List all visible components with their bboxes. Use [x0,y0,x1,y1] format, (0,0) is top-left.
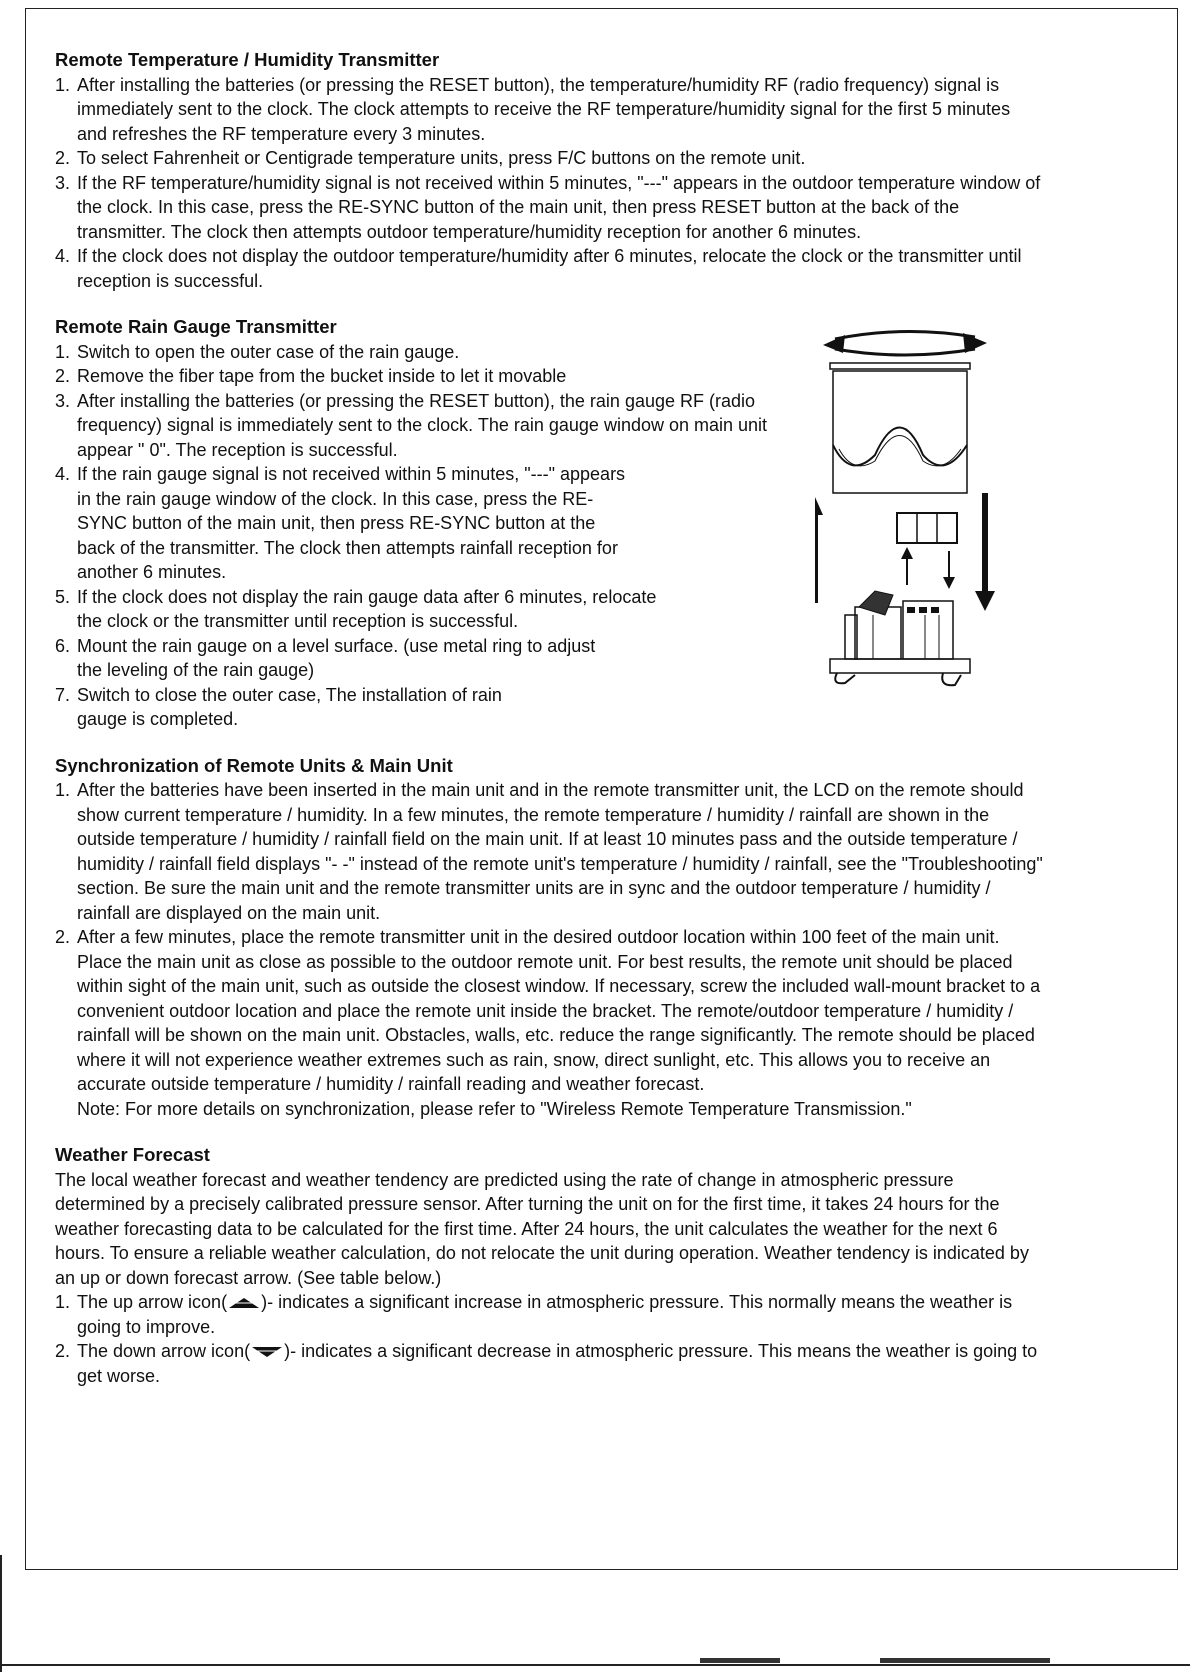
list-item: 6. Mount the rain gauge on a level surface. (use metal ring to adjust the leveling of the rain gauge) [55,635,596,680]
instruction-list [55,1290,1045,1388]
rotate-arrows-icon [823,331,987,355]
instruction-list [55,73,1045,294]
list-item: 2. Remove the fiber tape from the bucket inside to let it movable [55,366,567,386]
left-crop-line [0,1555,2,1672]
list-item: 7. Switch to close the outer case, The installation of rain gauge is completed. [55,684,502,729]
section-title: Remote Temperature / Humidity Transmitter [55,49,440,70]
section-title: Remote Rain Gauge Transmitter [55,316,337,337]
gauge-base-icon [830,591,970,685]
list-item: 4. If the clock does not display the outdoor temperature/humidity after 6 minutes, relocate the clock or the transmitter until reception is successful. [55,246,1022,291]
list-item: 1. Switch to open the outer case of the rain gauge. [55,341,460,362]
down-arrow-icon [975,493,995,611]
list-item: 4. If the rain gauge signal is not received within 5 minutes, "---" appears in the rain gauge window of the clock. In this case, press the RE-SYNC button of the main unit, then press RE-SYNC button at the back of the transmitter. The clock then attempts rainfall reception for another 6 minutes. [55,464,626,582]
forecast-intro: The local weather forecast and weather tendency are predicted using the rate of change in atmospheric pressure determined by a precisely calibrated pressure sensor. After turning the unit on for the first time, it takes 24 hours for the weather forecasting data to be calculated for the first time. After 24 hours, the unit calculates the weather for the next 6 hours. To ensure a reliable weather calculation, do not relocate the unit during operation. Weather tendency is indicated by an up or down forecast arrow. (See table below.) [55,1169,1029,1288]
down-arrow-icon [250,1345,284,1359]
list-item: 3. After installing the batteries (or pressing the RESET button), the rain gauge RF (radio frequency) signal is immediately sent to the clock. The rain gauge window on main unit appear " 0". The reception is successful. [55,390,768,460]
sync-note: Note: For more details on synchronization, please refer to "Wireless Remote Temperature Transmission." [77,1098,912,1119]
section-rain-gauge [55,315,1045,732]
list-item: 5. If the clock does not display the rain gauge data after 6 minutes, relocate the clock or the transmitter until reception is successful. [55,586,657,631]
gauge-cover-icon [830,363,970,493]
section-temp-humidity [55,48,1045,293]
tipping-bucket-icon [897,513,957,589]
list-item: 2. After a few minutes, place the remote transmitter unit in the desired outdoor location within 100 feet of the main unit. Place the main unit as close as possible to the outdoor remote unit. For best results, the remote unit should be placed within sight of the main unit, such as outside the closest window. If necessary, screw the included wall-mount bracket to a convenient outdoor location and place the remote unit inside the bracket. The remote/outdoor temperature / humidity / rainfall will be shown on the main unit. Obstacles, walls, etc. reduce the range significantly. The remote should be placed where it will not experience weather extremes such as rain, snow, direct sunlight, etc. This allows you to receive an accurate outside temperature / humidity / rainfall reading and weather forecast. Note: For more details on synchronization, please refer to "Wireless Remote Temperature Transmission." [55,927,1041,1119]
document-body [55,48,1045,1410]
list-item: 2. To select Fahrenheit or Centigrade temperature units, press F/C buttons on the remote unit. [55,148,806,168]
scan-artifact [880,1658,1050,1663]
list-item: 2. The down arrow icon( )- indicates a significant decrease in atmospheric pressure. This means the weather is going to get worse. [55,1341,1038,1386]
section-title: Synchronization of Remote Units & Main Unit [55,754,453,776]
section-weather-forecast [55,1143,1045,1388]
rain-gauge-diagram [815,315,1045,715]
section-synchronization [55,754,1045,1122]
list-item: 3. If the RF temperature/humidity signal is not received within 5 minutes, "---" appears in the outdoor temperature window of the clock. In this case, press the RE-SYNC button of the main unit, then press RESET button at the back of the transmitter. The clock then attempts outdoor temperature/humidity reception for another 6 minutes. [55,172,1041,242]
instruction-list [55,778,1045,1121]
up-arrow-icon [815,497,823,603]
section-title: Weather Forecast [55,1144,210,1165]
list-item: 1. After installing the batteries (or pressing the RESET button), the temperature/humidity RF (radio frequency) signal is immediately sent to the clock. The clock attempts to receive the RF temperature/humidity signal for the first 5 minutes and refreshes the RF temperature every 3 minutes. [55,74,1011,144]
list-item: 1. After the batteries have been inserted in the main unit and in the remote transmitter unit, the LCD on the remote should show current temperature / humidity. In a few minutes, the remote temperature / humidity / rainfall are shown in the outside temperature / humidity / rainfall field on the main unit. If at least 10 minutes pass and the outside temperature / humidity / rainfall field displays "- -" instead of the remote unit's temperature / humidity / rainfall, see the "Troubleshooting" section. Be sure the main unit and the remote transmitter units are in sync and the outdoor temperature / humidity / rainfall are displayed on the main unit. [55,780,1043,923]
up-arrow-icon [227,1296,261,1310]
list-item: 1. The up arrow icon( )- indicates a significant increase in atmospheric pressure. This normally means the weather is going to improve. [55,1292,1013,1337]
scan-artifact [700,1658,780,1663]
bottom-crop-line [0,1664,1190,1666]
